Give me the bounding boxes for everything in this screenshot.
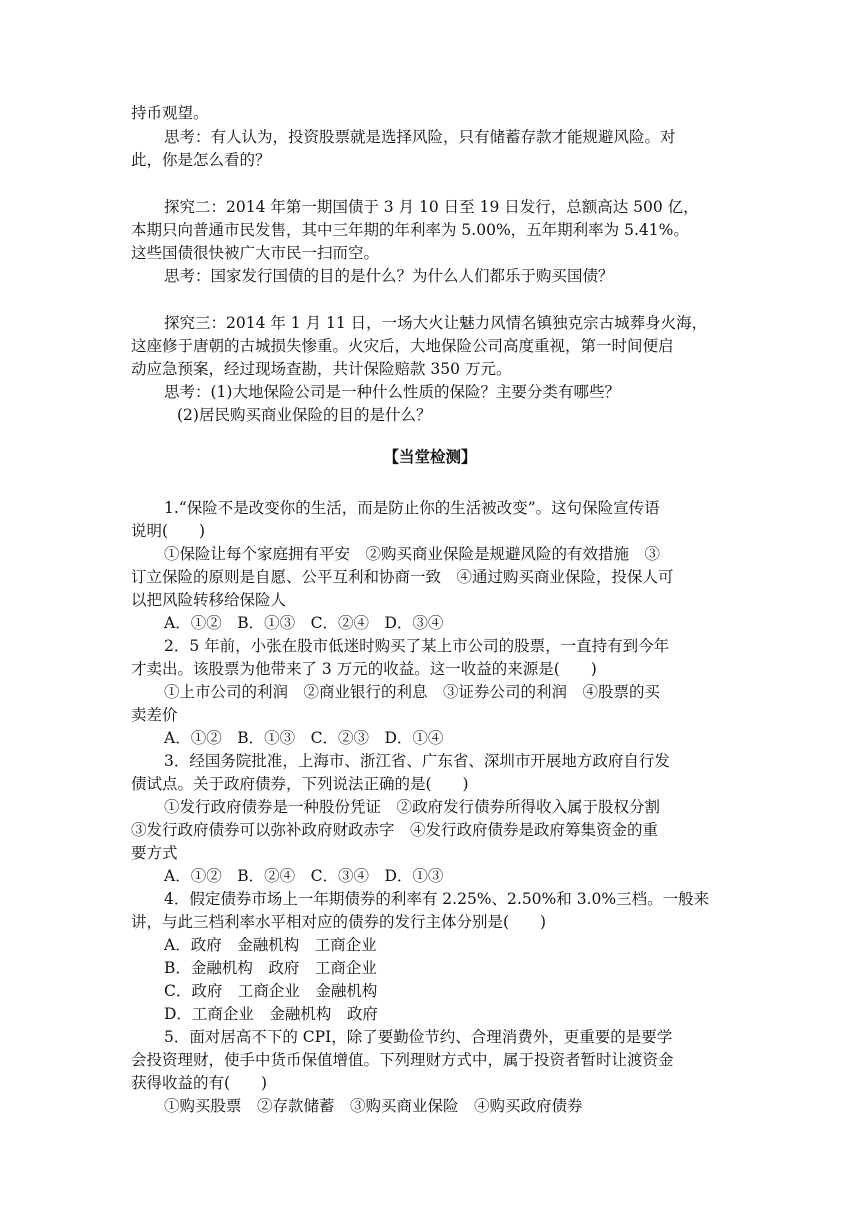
question-statements: 订立保险的原则是自愿、公平互利和协商一致 ④通过购买商业保险，投保人可 xyxy=(131,568,674,586)
answer-option: C．政府 工商企业 金融机构 xyxy=(164,982,378,1000)
section-heading: 【当堂检测】 xyxy=(383,448,477,466)
question-stem: 说明( ) xyxy=(131,522,206,540)
question-stem: 获得收益的有( ) xyxy=(131,1074,268,1092)
question-statements: 卖差价 xyxy=(131,706,178,724)
text-line: 思考：国家发行国债的目的是什么？为什么人们都乐于购买国债？ xyxy=(164,267,614,285)
question-stem: 1.“保险不是改变你的生活，而是防止你的生活被改变”。这句保险宣传语 xyxy=(164,499,660,517)
text-line: 动应急预案，经过现场查勘，共计保险赔款 350 万元。 xyxy=(131,360,512,378)
question-statements: ①上市公司的利润 ②商业银行的利息 ③证券公司的利润 ④股票的买 xyxy=(164,683,661,701)
question-statements: 以把风险转移给保险人 xyxy=(131,591,287,609)
question-statements: ①购买股票 ②存款储蓄 ③购买商业保险 ④购买政府债券 xyxy=(164,1097,583,1115)
question-statements: 要方式 xyxy=(131,844,178,862)
question-stem: 3．经国务院批准，上海市、浙江省、广东省、深圳市开展地方政府自行发 xyxy=(164,752,670,770)
question-statements: ③发行政府债券可以弥补政府财政赤字 ④发行政府债券是政府筹集资金的重 xyxy=(131,821,659,839)
answer-options: A．①② B．②④ C．③④ D．①③ xyxy=(164,867,444,885)
answer-option: D．工商企业 金融机构 政府 xyxy=(164,1005,378,1023)
question-stem: 4．假定债券市场上一年期债券的利率有 2.25%、2.50%和 3.0%三档。一般来 xyxy=(164,890,710,908)
text-line: 持币观望。 xyxy=(131,104,209,122)
answer-option: A．政府 金融机构 工商企业 xyxy=(164,936,377,954)
question-statements: ①保险让每个家庭拥有平安 ②购买商业保险是规避风险的有效措施 ③ xyxy=(164,545,661,563)
text-line: (2)居民购买商业保险的目的是什么？ xyxy=(177,406,432,424)
text-line: 此，你是怎么看的？ xyxy=(131,151,271,169)
text-line: 探究三：2014 年 1 月 11 日，一场大火让魅力风情名镇独克宗古城葬身火海， xyxy=(164,314,708,332)
answer-option: B．金融机构 政府 工商企业 xyxy=(164,959,377,977)
question-stem: 才卖出。该股票为他带来了 3 万元的收益。这一收益的来源是( ) xyxy=(131,660,597,678)
text-line: 思考：(1)大地保险公司是一种什么性质的保险？主要分类有哪些？ xyxy=(164,383,620,401)
text-line: 思考：有人认为，投资股票就是选择风险，只有储蓄存款才能规避风险。对 xyxy=(164,128,676,146)
text-line: 探究二：2014 年第一期国债于 3 月 10 日至 19 日发行，总额高达 500 亿， xyxy=(164,198,699,216)
text-line: 本期只向普通市民发售，其中三年期的年利率为 5.00%，五年期利率为 5.41%。 xyxy=(131,221,689,239)
question-stem: 2．5 年前，小张在股市低迷时购买了某上市公司的股票，一直持有到今年 xyxy=(164,637,670,655)
question-stem: 会投资理财，使手中货币保值增值。下列理财方式中，属于投资者暂时让渡资金 xyxy=(131,1051,674,1069)
question-stem: 债试点。关于政府债券，下列说法正确的是( ) xyxy=(131,775,469,793)
answer-options: A．①② B．①③ C．②③ D．①④ xyxy=(164,729,444,747)
question-statements: ①发行政府债券是一种股份凭证 ②政府发行债券所得收入属于股权分割 xyxy=(164,798,661,816)
answer-options: A．①② B．①③ C．②④ D．③④ xyxy=(164,614,444,632)
question-stem: 讲，与此三档利率水平相对应的债券的发行主体分别是( ) xyxy=(131,913,547,931)
question-stem: 5．面对居高不下的 CPI，除了要勤俭节约、合理消费外，更重要的是要学 xyxy=(164,1028,673,1046)
text-line: 这些国债很快被广大市民一扫而空。 xyxy=(131,244,380,262)
text-line: 这座修于唐朝的古城损失惨重。火灾后，大地保险公司高度重视，第一时间便启 xyxy=(131,337,674,355)
